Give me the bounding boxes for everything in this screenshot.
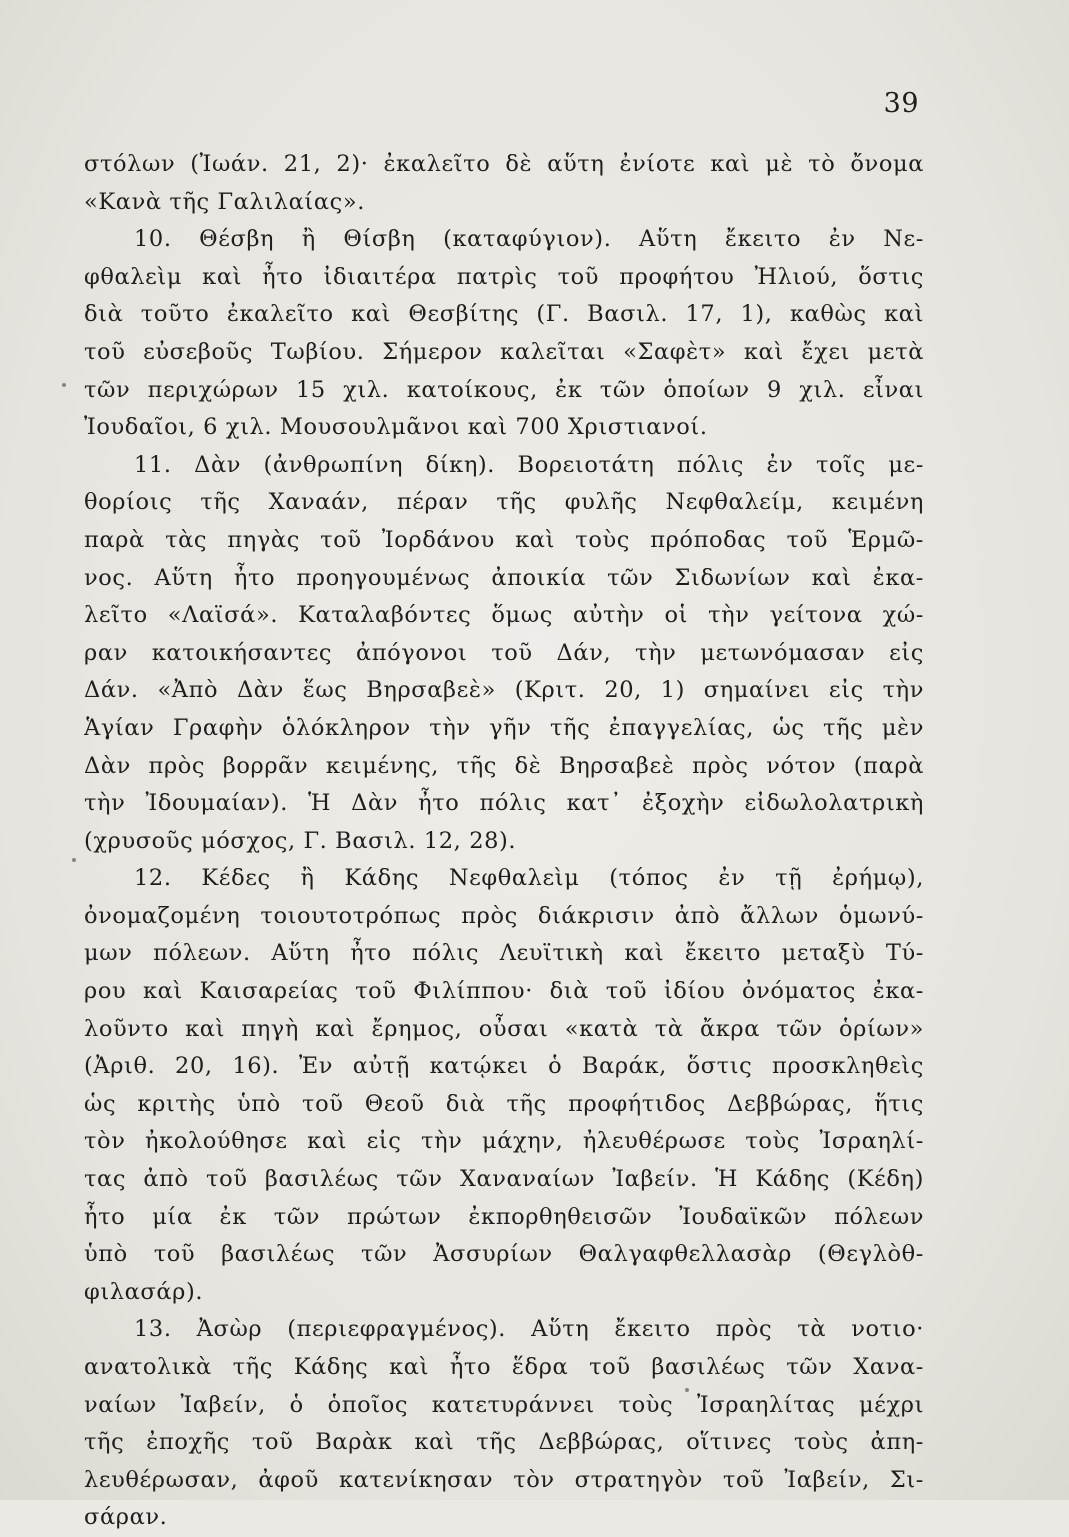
text-line: διὰ τοῦτο ἐκαλεῖτο καὶ Θεσβίτης (Γ. Βασιλ. 17, 1), καθὼς καὶ: [84, 301, 924, 328]
text-line: λοῦντο καὶ πηγὴ καὶ ἔρημος, οὖσαι «κατὰ τὰ ἄκρα τῶν ὁρίων»: [84, 1015, 924, 1042]
text-line: (Ἀριθ. 20, 16). Ἐν αὐτῇ κατῴκει ὁ Βαράκ, ὅστις προσκληθεὶς: [84, 1053, 924, 1080]
text-line: Δὰν πρὸς βορρᾶν κειμένης, τῆς δὲ Βηρσαβεὲ πρὸς νότον (παρὰ: [84, 752, 924, 779]
text-line: τὸν ἠκολούθησε καὶ εἰς τὴν μάχην, ἠλευθέρωσε τοὺς Ἰσραηλί-: [84, 1128, 924, 1155]
text-line: τῶν περιχώρων 15 χιλ. κατοίκους, ἐκ τῶν ὁποίων 9 χιλ. εἶναι: [84, 376, 924, 403]
print-speck: [62, 383, 66, 387]
print-speck: [685, 1388, 689, 1392]
text-line: ὑπὸ τοῦ βασιλέως τῶν Ἀσσυρίων Θαλγαφθελλασὰρ (Θεγλὸθ-: [84, 1241, 924, 1268]
text-line: Ἁγίαν Γραφὴν ὁλόκληρον τὴν γῆν τῆς ἐπαγγελίας, ὡς τῆς μὲν: [84, 714, 924, 741]
print-speck: [72, 858, 76, 862]
entry-heading-11: 11. Δὰν (ἀνθρωπίνη δίκη). Βορειοτάτη πόλις ἐν τοῖς με-: [134, 451, 924, 478]
text-line: ἦτο μία ἐκ τῶν πρώτων ἐκπορθηθεισῶν Ἰουδαϊκῶν πόλεων: [84, 1203, 924, 1230]
text-line: ανατολικὰ τῆς Κάδης καὶ ἦτο ἕδρα τοῦ βασιλέως τῶν Χανα-: [84, 1354, 924, 1380]
text-line: θορίοις τῆς Χαναάν, πέραν τῆς φυλῆς Νεφθαλείμ, κειμένη: [84, 489, 924, 516]
text-line: ὡς κριτὴς ὑπὸ τοῦ Θεοῦ διὰ τῆς προφήτιδος Δεββώρας, ἥτις: [84, 1090, 924, 1117]
text-line: παρὰ τὰς πηγὰς τοῦ Ἰορδάνου καὶ τοὺς πρόποδας τοῦ Ἑρμῶ-: [84, 526, 924, 553]
entry-heading-13: 13. Ἀσὼρ (περιεφραγμένος). Αὕτη ἔκειτο πρὸς τὰ νοτιο·: [134, 1316, 924, 1343]
text-line: τοῦ εὐσεβοῦς Τωβίου. Σήμερον καλεῖται «Σαφὲτ» καὶ ἔχει μετὰ: [84, 338, 924, 365]
text-line: τας ἀπὸ τοῦ βασιλέως τῶν Χαναναίων Ἰαβείν. Ἡ Κάδης (Κέδη): [84, 1166, 924, 1193]
text-line: σάραν.: [84, 1504, 168, 1531]
text-line: μων πόλεων. Αὕτη ἦτο πόλις Λευϊτικὴ καὶ ἔκειτο μεταξὺ Τύ-: [84, 940, 924, 967]
text-line: φθαλεὶμ καὶ ἦτο ἰδιαιτέρα πατρὶς τοῦ προφήτου Ἠλιού, ὅστις: [84, 263, 924, 290]
text-line: φιλασάρ).: [84, 1278, 204, 1305]
text-line: Ἰουδαῖοι, 6 χιλ. Μουσουλμᾶνοι καὶ 700 Χριστιανοί.: [84, 414, 708, 441]
text-line: νος. Αὕτη ἦτο προηγουμένως ἀποικία τῶν Σιδωνίων καὶ ἐκα-: [84, 564, 924, 591]
page-number: 39: [883, 88, 919, 119]
text-line: λευθέρωσαν, ἀφοῦ κατενίκησαν τὸν στρατηγὸν τοῦ Ἰαβείν, Σι-: [84, 1466, 924, 1493]
text-line: «Κανὰ τῆς Γαλιλαίας».: [84, 188, 365, 215]
text-line: τὴν Ἰδουμαίαν). Ἡ Δὰν ἦτο πόλις κατ᾽ ἐξοχὴν εἰδωλολατρικὴ: [84, 790, 924, 817]
text-line: στόλων (Ἰωάν. 21, 2)· ἐκαλεῖτο δὲ αὕτη ἐνίοτε καὶ μὲ τὸ ὄνομα: [84, 151, 924, 177]
body-text: [84, 146, 924, 1537]
text-line: Δάν. «Ἀπὸ Δὰν ἕως Βηρσαβεὲ» (Κριτ. 20, 1) σημαίνει εἰς τὴν: [84, 677, 924, 704]
text-line: ραν κατοικήσαντες ἀπόγονοι τοῦ Δάν, τὴν μετωνόμασαν εἰς: [84, 639, 924, 666]
text-line: (χρυσοῦς μόσχος, Γ. Βασιλ. 12, 28).: [84, 827, 517, 854]
entry-heading-12: 12. Κέδες ἢ Κάδης Νεφθαλεὶμ (τόπος ἐν τῇ ἐρήμῳ),: [134, 865, 924, 892]
text-line: ὀνομαζομένη τοιουτοτρόπως πρὸς διάκρισιν ἀπὸ ἄλλων ὁμωνύ-: [84, 902, 924, 929]
text-line: λεῖτο «Λαϊσά». Καταλαβόντες ὅμως αὐτὴν οἱ τὴν γείτονα χώ-: [84, 602, 924, 629]
text-line: ρου καὶ Καισαρείας τοῦ Φιλίππου· διὰ τοῦ ἰδίου ὀνόματος ἐκα-: [84, 978, 924, 1005]
text-line: ναίων Ἰαβείν, ὁ ὁποῖος κατετυράννει τοὺς Ἰσραηλίτας μέχρι: [84, 1391, 924, 1418]
text-line: τῆς ἐποχῆς τοῦ Βαρὰκ καὶ τῆς Δεββώρας, οἵτινες τοὺς ἀπη-: [84, 1429, 924, 1456]
entry-heading-10: 10. Θέσβη ἢ Θίσβη (καταφύγιον). Αὕτη ἔκειτο ἐν Νε-: [134, 226, 924, 253]
